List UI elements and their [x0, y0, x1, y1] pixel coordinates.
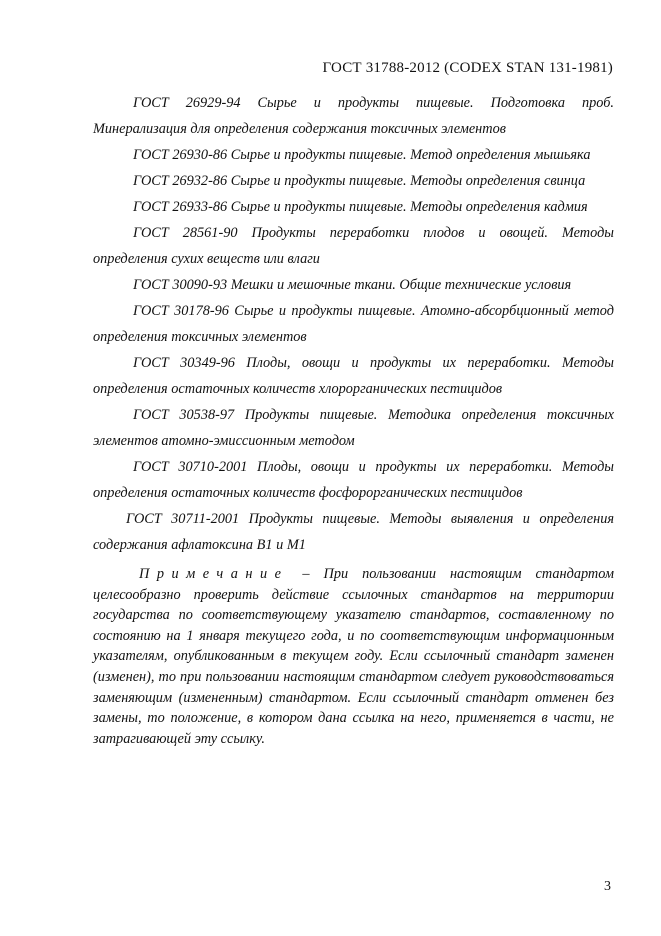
- reference-item: ГОСТ 30178-96 Сырье и продукты пищевые. Атомно-абсорбционный метод определения токсичных элементов: [93, 303, 614, 345]
- note-paragraph: [93, 564, 614, 749]
- reference-item: ГОСТ 26933-86 Сырье и продукты пищевые. Методы определения кадмия: [133, 199, 588, 215]
- page-number: 3: [604, 879, 611, 894]
- reference-item: ГОСТ 28561-90 Продукты переработки плодов и овощей. Методы определения сухих веществ или влаги: [93, 225, 614, 267]
- reference-item: ГОСТ 30090-93 Мешки и мешочные ткани. Общие технические условия: [133, 277, 572, 293]
- reference-item: ГОСТ 26932-86 Сырье и продукты пищевые. Методы определения свинца: [133, 173, 586, 189]
- reference-item: ГОСТ 30349-96 Плоды, овощи и продукты их переработки. Методы определения остаточных количеств хлорорганических пестицидов: [93, 355, 614, 397]
- note-label: Примечание: [139, 566, 289, 582]
- reference-item: ГОСТ 26930-86 Сырье и продукты пищевые. Метод определения мышьяка: [133, 147, 591, 163]
- reference-item: ГОСТ 30710-2001 Плоды, овощи и продукты их переработки. Методы определения остаточных количеств фосфорорганических пестицидов: [93, 459, 614, 501]
- document-header: ГОСТ 31788-2012 (CODEX STAN 131-1981): [322, 60, 613, 76]
- reference-item: ГОСТ 30711-2001 Продукты пищевые. Методы выявления и определения содержания афлатоксина В1 и М1: [93, 511, 614, 553]
- normative-references: [93, 90, 614, 749]
- reference-item: ГОСТ 26929-94 Сырье и продукты пищевые. Подготовка проб. Минерализация для определения содержания токсичных элементов: [93, 95, 614, 137]
- reference-item: ГОСТ 30538-97 Продукты пищевые. Методика определения токсичных элементов атомно-эмиссионным методом: [93, 407, 614, 449]
- note-text: – При пользовании настоящим стандартом целесообразно проверить действие ссылочных стандартов на территории государства по соответствующему указателю стандартов, составленному по состоянию на 1 января текущего года, и по соответствующим информационным указателям, опубликованным в текущем году. Если ссылочный стандарт заменен (изменен), то при пользовании настоящим стандартом следует руководствоваться заменяющим (измененным) стандартом. Если ссылочный стандарт отменен без замены, то положение, в котором дана ссылка на него, применяется в части, не затрагивающей эту ссылку.: [93, 566, 614, 747]
